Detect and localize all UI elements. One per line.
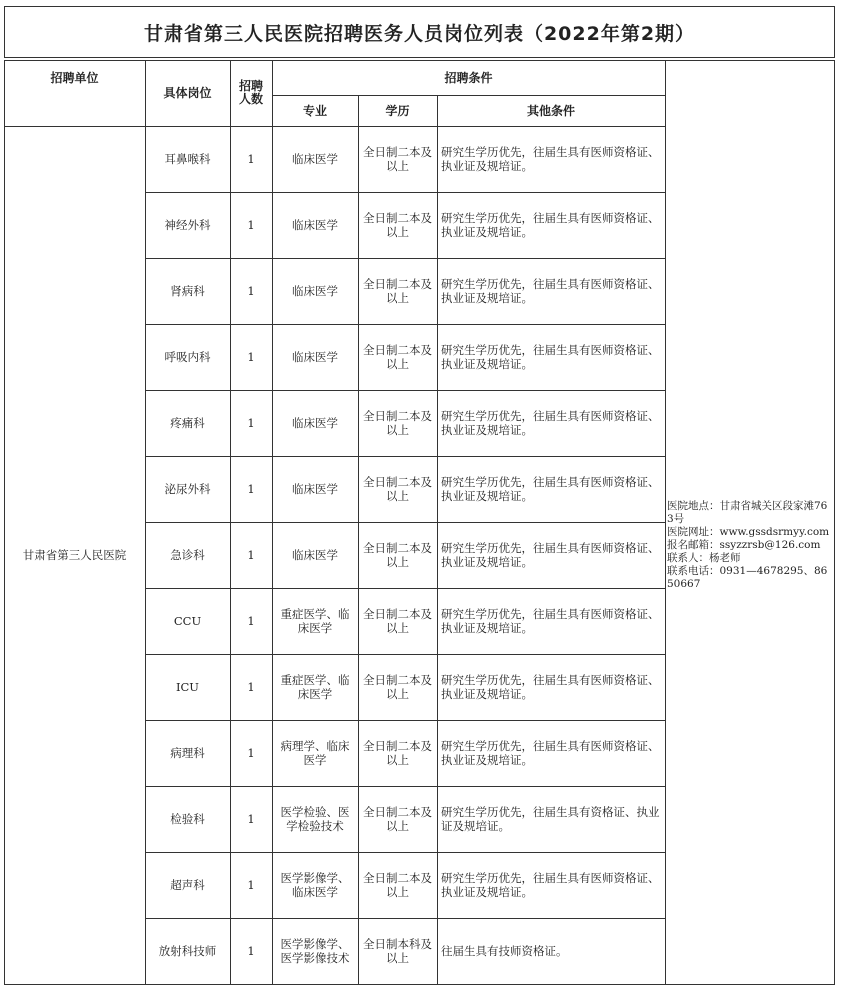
count-cell: 1 bbox=[247, 548, 255, 562]
other-cell: 往届生具有技师资格证。 bbox=[441, 944, 568, 958]
header-other: 其他条件 bbox=[526, 103, 575, 118]
position-cell: CCU bbox=[173, 614, 202, 628]
contact-website: 医院网址：www.gssdsrmyy.com bbox=[667, 525, 830, 538]
education-cell: 全日制二本及以上 bbox=[363, 277, 432, 305]
count-cell: 1 bbox=[247, 746, 255, 760]
count-cell: 1 bbox=[247, 218, 255, 232]
contact-info bbox=[665, 126, 835, 984]
position-cell: 呼吸内科 bbox=[164, 350, 211, 364]
other-cell: 研究生学历优先，往届生具有医师资格证、执业证及规培证。 bbox=[441, 871, 660, 899]
position-cell: 急诊科 bbox=[170, 548, 205, 562]
position-cell: 病理科 bbox=[170, 746, 205, 760]
count-cell: 1 bbox=[247, 944, 255, 958]
header-major: 专业 bbox=[302, 103, 327, 118]
education-cell: 全日制二本及以上 bbox=[363, 871, 432, 899]
major-cell: 重症医学、临床医学 bbox=[280, 673, 350, 701]
major-cell: 医学影像学、临床医学 bbox=[280, 871, 350, 899]
major-cell: 临床医学 bbox=[292, 218, 338, 232]
recruitment-table bbox=[4, 60, 835, 985]
major-cell: 临床医学 bbox=[292, 416, 338, 430]
table-bottom-border bbox=[4, 984, 835, 985]
other-cell: 研究生学历优先，往届生具有医师资格证、执业证及规培证。 bbox=[441, 475, 660, 503]
education-cell: 全日制二本及以上 bbox=[363, 607, 432, 635]
other-cell: 研究生学历优先，往届生具有医师资格证、执业证及规培证。 bbox=[441, 607, 660, 635]
position-cell: 肾病科 bbox=[170, 284, 205, 298]
header-unit: 招聘单位 bbox=[50, 71, 99, 85]
major-cell: 病理学、临床医学 bbox=[280, 739, 350, 767]
education-cell: 全日制二本及以上 bbox=[363, 211, 432, 239]
other-cell: 研究生学历优先，往届生具有医师资格证、执业证及规培证。 bbox=[441, 277, 660, 305]
education-cell: 全日制二本及以上 bbox=[363, 343, 432, 371]
unit-name: 甘肃省第三人民医院 bbox=[22, 548, 127, 562]
position-cell: 耳鼻喉科 bbox=[164, 152, 211, 166]
contact-person: 联系人：杨老师 bbox=[667, 551, 741, 564]
count-cell: 1 bbox=[247, 812, 255, 826]
contact-phone: 联系电话：0931—4678295、8650667 bbox=[667, 564, 828, 590]
major-cell: 临床医学 bbox=[292, 152, 338, 166]
major-cell: 临床医学 bbox=[292, 548, 338, 562]
education-cell: 全日制二本及以上 bbox=[363, 475, 432, 503]
header-count: 招聘人数 bbox=[238, 79, 263, 106]
major-cell: 临床医学 bbox=[292, 284, 338, 298]
count-cell: 1 bbox=[247, 284, 255, 298]
major-cell: 医学检验、医学检验技术 bbox=[280, 805, 350, 833]
other-cell: 研究生学历优先，往届生具有资格证、执业证及规培证。 bbox=[441, 805, 660, 833]
other-cell: 研究生学历优先，往届生具有医师资格证、执业证及规培证。 bbox=[441, 541, 660, 569]
count-cell: 1 bbox=[247, 416, 255, 430]
count-cell: 1 bbox=[247, 350, 255, 364]
education-cell: 全日制二本及以上 bbox=[363, 739, 432, 767]
education-cell: 全日制二本及以上 bbox=[363, 145, 432, 173]
page-title: 甘肃省第三人民医院招聘医务人员岗位列表（2022年第2期） bbox=[4, 6, 835, 58]
other-cell: 研究生学历优先，往届生具有医师资格证、执业证及规培证。 bbox=[441, 673, 660, 701]
education-cell: 全日制二本及以上 bbox=[363, 541, 432, 569]
major-cell: 临床医学 bbox=[292, 350, 338, 364]
other-cell: 研究生学历优先，往届生具有医师资格证、执业证及规培证。 bbox=[441, 145, 660, 173]
count-cell: 1 bbox=[247, 680, 255, 694]
position-cell: 检验科 bbox=[170, 812, 205, 826]
major-cell: 重症医学、临床医学 bbox=[280, 607, 350, 635]
position-cell: 泌尿外科 bbox=[164, 482, 211, 496]
contact-email: 报名邮箱：ssyzzrsb@126.com bbox=[667, 538, 821, 551]
header-conditions: 招聘条件 bbox=[444, 70, 493, 85]
count-cell: 1 bbox=[247, 614, 255, 628]
position-cell: 疼痛科 bbox=[170, 416, 205, 430]
education-cell: 全日制二本及以上 bbox=[363, 673, 432, 701]
header-position: 具体岗位 bbox=[163, 86, 212, 100]
major-cell: 医学影像学、医学影像技术 bbox=[280, 937, 350, 965]
education-cell: 全日制二本及以上 bbox=[363, 409, 432, 437]
education-cell: 全日制二本及以上 bbox=[363, 805, 432, 833]
education-cell: 全日制本科及以上 bbox=[363, 937, 432, 965]
position-cell: 放射科技师 bbox=[158, 944, 217, 958]
position-cell: 神经外科 bbox=[164, 218, 211, 232]
position-cell: ICU bbox=[175, 680, 200, 694]
count-cell: 1 bbox=[247, 482, 255, 496]
other-cell: 研究生学历优先，往届生具有医师资格证、执业证及规培证。 bbox=[441, 211, 660, 239]
count-cell: 1 bbox=[247, 878, 255, 892]
other-cell: 研究生学历优先，往届生具有医师资格证、执业证及规培证。 bbox=[441, 409, 660, 437]
count-cell: 1 bbox=[247, 152, 255, 166]
other-cell: 研究生学历优先，往届生具有医师资格证、执业证及规培证。 bbox=[441, 343, 660, 371]
major-cell: 临床医学 bbox=[292, 482, 338, 496]
contact-address: 医院地点：甘肃省城关区段家滩763号 bbox=[667, 499, 828, 525]
position-cell: 超声科 bbox=[170, 878, 205, 892]
header-education: 学历 bbox=[385, 103, 410, 118]
other-cell: 研究生学历优先，往届生具有医师资格证、执业证及规培证。 bbox=[441, 739, 660, 767]
